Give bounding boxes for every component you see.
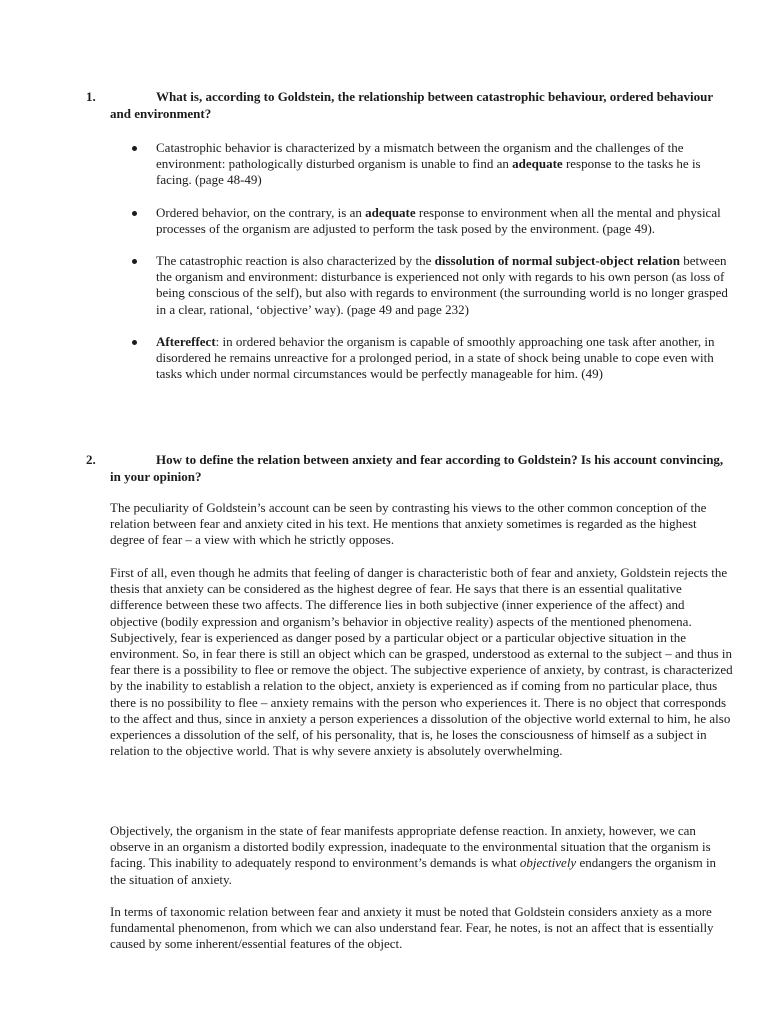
question-2 — [86, 451, 726, 485]
question-2-number: 2. — [86, 452, 96, 467]
bullet-dot-icon — [132, 211, 137, 216]
bullet-item — [132, 334, 732, 383]
text-run: First of all, even though he admits that feeling of danger is characteristic both of fear and anxiety, Goldstein rejects the thesis that anxiety can be considered as the highest degree of fear. He says that there is an essential qualitative difference between these two affects. The difference lies in both subjective (inner experience of the affect) and objective (bodily expression and organism’s behavior in objective reality) aspects of the mentioned phenomena. Subjectively, fear is experienced as danger posed by a particular object or a particular objective situation in the environment. So, in fear there is still an object which can be grasped, understood as external to the subject – and thus in fear there is a possibility to flee or remove the object. The subjective experience of anxiety, by contrast, is characterized by the inability to establish a relation to the object, anxiety is experienced as if coming from no particular place, thus there is no possibility to flee – anxiety remains with the person who experiences it. There is no object that corresponds to the affect and thus, since in anxiety a person experiences a dissolution of the objective world external to him, he also experiences a dissolution of the self, of his personality, that is, he loses the consciousness of himself as a subject in relation to the objective world. That is why severe anxiety is absolutely overwhelming. — [110, 565, 733, 759]
text-run: response to the tasks he is facing. (page 48-49) — [156, 156, 701, 188]
bold-phrase: adequate — [365, 204, 416, 220]
text-run: endangers the organism in the situation of anxiety. — [110, 855, 717, 887]
bullet-dot-icon — [132, 340, 137, 345]
bullet-item — [132, 205, 732, 237]
paragraph — [110, 565, 734, 759]
bold-phrase: Aftereffect — [156, 333, 216, 349]
bold-phrase: adequate — [512, 156, 563, 172]
paragraph — [110, 823, 734, 888]
bullet-text — [156, 140, 701, 187]
text-run: response to environment when all the mental and physical processes of the organism are adjusted to perform the task posed by the environment. (page 49). — [156, 204, 721, 236]
text-run: Catastrophic behavior is characterized by a mismatch between the organism and the challenges of the environment: pathologically disturbed organism is unable to find an — [156, 140, 684, 172]
question-2-text: How to define the relation between anxiety and fear according to Goldstein? Is his account convincing, in your opinion? — [110, 452, 724, 484]
text-run: Objectively, the organism in the state of fear manifests appropriate defense reaction. In anxiety, however, we can observe in an organism a distorted bodily expression, inadequate to the environmental situation that the organism is facing. This inability to adequately respond to environment’s demands is what — [110, 823, 711, 871]
bold-phrase: dissolution of normal subject-object relation — [434, 253, 680, 269]
bullet-text — [156, 253, 728, 317]
text-run: In terms of taxonomic relation between fear and anxiety it must be noted that Goldstein considers anxiety as a more fundamental phenomenon, from which we can also understand fear. Fear, he notes, is not an affect that is essentially caused by some inherent/essential features of the object. — [110, 904, 714, 952]
bullet-text — [156, 205, 721, 236]
text-run: Ordered behavior, on the contrary, is an — [156, 204, 366, 220]
bullet-list — [132, 140, 732, 382]
paragraph — [110, 904, 734, 953]
italic-phrase: objectively — [519, 855, 577, 871]
question-1-number: 1. — [86, 89, 96, 104]
bullet-text — [156, 334, 715, 381]
text-run: The catastrophic reaction is also characterized by the — [156, 253, 435, 269]
question-1-text: What is, according to Goldstein, the relationship between catastrophic behaviour, ordered behaviour and environment? — [110, 89, 713, 121]
text-run: : in ordered behavior the organism is capable of smoothly approaching one task after another, in disordered he remains unreactive for a prolonged period, in a state of shock being unable to cope even with tasks which under normal circumstances would be perfectly manageable for him. (49) — [156, 333, 715, 382]
paragraph — [110, 500, 734, 549]
bullet-dot-icon — [132, 259, 137, 264]
bullet-item — [132, 140, 732, 189]
text-run: between the organism and environment: disturbance is experienced not only with regards to his own person (as loss of being conscious of the self), but also with regards to environment (the surrounding world is no longer grasped in a clear, rational, ‘objective’ way). (page 49 and page 232) — [156, 253, 728, 317]
question-1 — [86, 88, 726, 122]
bullet-dot-icon — [132, 146, 137, 151]
text-run: The peculiarity of Goldstein’s account can be seen by contrasting his views to the other common conception of the relation between fear and anxiety cited in his text. He mentions that anxiety sometimes is regarded as the highest degree of fear – a view with which he strictly opposes. — [110, 500, 707, 548]
bullet-item — [132, 253, 732, 318]
